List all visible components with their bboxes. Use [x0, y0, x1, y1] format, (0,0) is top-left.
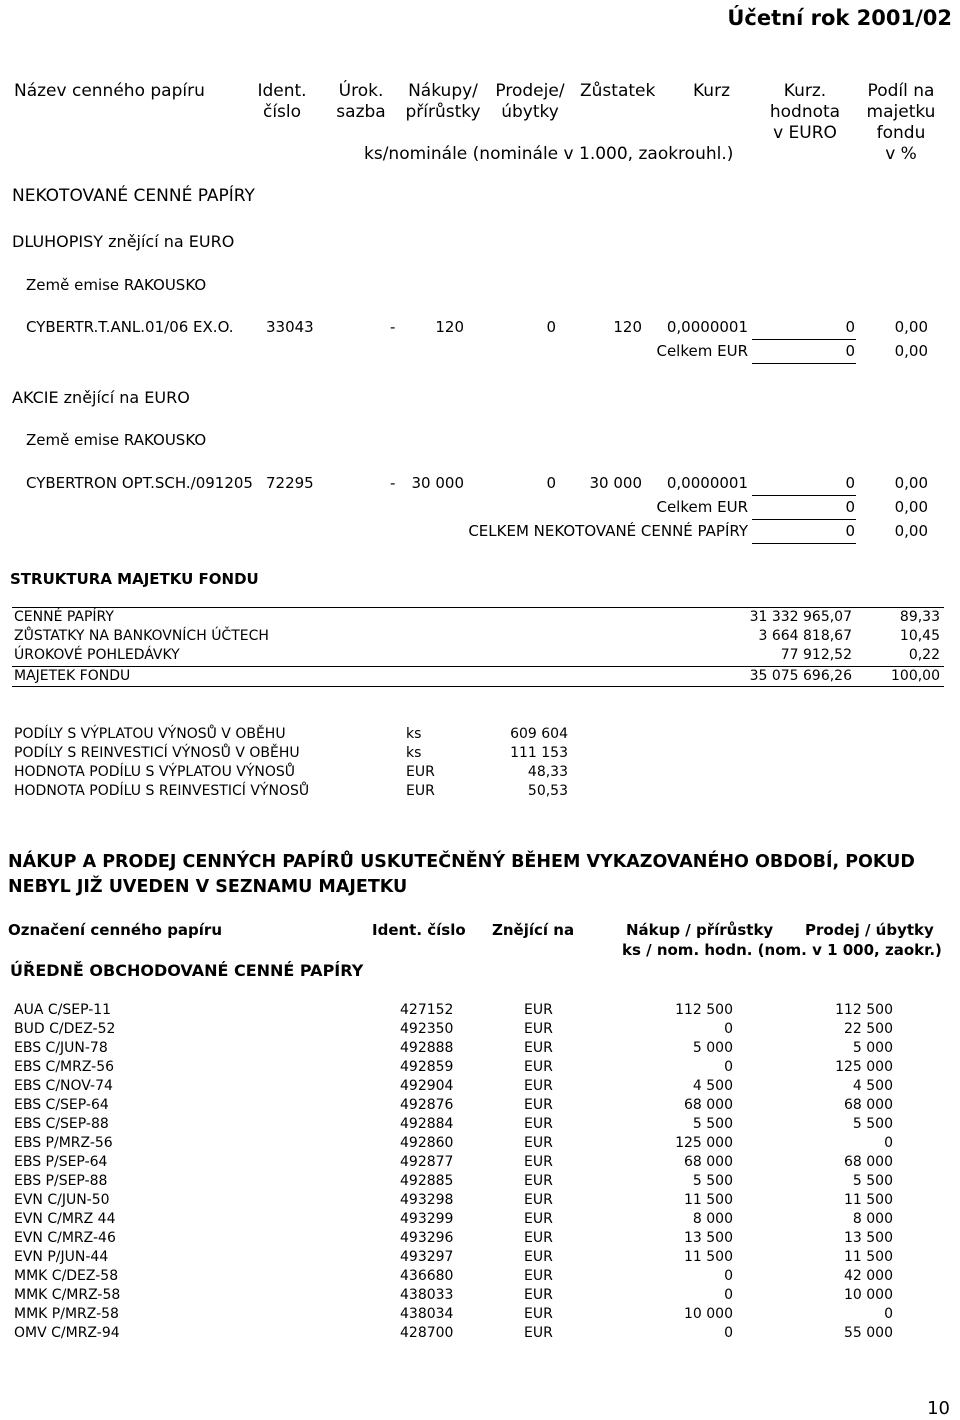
cell-ident: 492888	[400, 1040, 454, 1056]
cell-currency: EUR	[524, 1325, 553, 1341]
bond-zustatek: 120	[613, 318, 642, 336]
bond-name: CYBERTR.T.ANL.01/06 EX.O.	[26, 318, 234, 336]
col-buy-header: Nákup / přírůstky	[626, 921, 774, 939]
share-total-podil: 0,00	[894, 498, 928, 516]
cell-sell: 42 000	[844, 1268, 893, 1284]
header-podil: Podíl na majetku fondu v %	[866, 81, 936, 164]
share-total-label: Celkem EUR	[656, 498, 748, 516]
cell-sell: 55 000	[844, 1325, 893, 1341]
cell-name: EBS P/SEP-88	[14, 1173, 108, 1189]
section-dluhopisy: DLUHOPISY znějící na EURO	[12, 232, 235, 251]
cell-ident: 427152	[400, 1002, 454, 1018]
cell-currency: EUR	[524, 1059, 553, 1075]
cell-currency: EUR	[524, 1230, 553, 1246]
cell-ident: 492876	[400, 1097, 454, 1113]
cell-name: MMK C/MRZ-58	[14, 1287, 121, 1303]
bond-kurz: 0,0000001	[666, 318, 748, 336]
cell-sell: 10 000	[844, 1287, 893, 1303]
section-zeme-1: Země emise RAKOUSKO	[26, 276, 207, 294]
cell-sell: 125 000	[835, 1059, 893, 1075]
cell-buy: 8 000	[692, 1211, 733, 1227]
header-name: Název cenného papíru	[14, 81, 205, 101]
page-title: Účetní rok 2001/02	[727, 6, 952, 30]
cell-buy: 68 000	[684, 1097, 733, 1113]
cell-ident: 492860	[400, 1135, 454, 1151]
cell-buy: 0	[724, 1021, 733, 1037]
cell-currency: EUR	[524, 1306, 553, 1322]
col-name-header: Označení cenného papíru	[8, 921, 223, 939]
cell-currency: EUR	[524, 1287, 553, 1303]
grand-total-hodnota: 0	[845, 522, 855, 540]
divider	[12, 686, 944, 687]
cell-currency: EUR	[524, 1192, 553, 1208]
bond-hodnota: 0	[845, 318, 855, 336]
cell-sell: 13 500	[844, 1230, 893, 1246]
cell-currency: EUR	[524, 1211, 553, 1227]
divider	[12, 666, 944, 667]
cell-sell: 5 000	[852, 1040, 893, 1056]
bond-podil: 0,00	[894, 318, 928, 336]
share-prodeje: 0	[546, 474, 556, 492]
cell-buy: 0	[724, 1287, 733, 1303]
cell-name: EBS P/SEP-64	[14, 1154, 108, 1170]
section-nekotovane: NEKOTOVANÉ CENNÉ PAPÍRY	[12, 186, 255, 206]
cell-name: OMV C/MRZ-94	[14, 1325, 120, 1341]
cell-sell: 11 500	[844, 1192, 893, 1208]
cell-ident: 493297	[400, 1249, 454, 1265]
cell-sell: 11 500	[844, 1249, 893, 1265]
cell-ident: 436680	[400, 1268, 454, 1284]
header-zustatek: Zůstatek	[580, 81, 656, 101]
cell-ident: 492859	[400, 1059, 454, 1075]
cell-currency: EUR	[524, 1002, 553, 1018]
share-nakupy: 30 000	[411, 474, 464, 492]
cell-name: EVN C/MRZ-46	[14, 1230, 116, 1246]
cell-name: EBS C/SEP-88	[14, 1116, 109, 1132]
col-sell-header: Prodej / úbytky	[805, 921, 934, 939]
divider	[752, 543, 856, 544]
cell-currency: EUR	[524, 1116, 553, 1132]
share-kurz: 0,0000001	[666, 474, 748, 492]
cell-name: BUD C/DEZ-52	[14, 1021, 116, 1037]
cell-buy: 5 000	[692, 1040, 733, 1056]
cell-currency: EUR	[524, 1249, 553, 1265]
nakup-title: NÁKUP A PRODEJ CENNÝCH PAPÍRŮ USKUTEČNĚNÝ BĚHEM VYKAZOVANÉHO OBDOBÍ, POKUD NEBYL JIŽ UVEDEN V SEZNAMU MAJETKU	[8, 852, 915, 897]
cell-sell: 5 500	[852, 1116, 893, 1132]
cell-currency: EUR	[524, 1021, 553, 1037]
cell-buy: 0	[724, 1059, 733, 1075]
cell-ident: 493296	[400, 1230, 454, 1246]
cell-buy: 68 000	[684, 1154, 733, 1170]
bond-total-podil: 0,00	[894, 342, 928, 360]
header-ident: Ident. číslo	[257, 81, 307, 122]
page-number: 10	[927, 1398, 950, 1419]
cell-buy: 5 500	[692, 1116, 733, 1132]
divider	[12, 607, 944, 608]
cell-buy: 4 500	[692, 1078, 733, 1094]
cell-currency: EUR	[524, 1040, 553, 1056]
grand-total-podil: 0,00	[894, 522, 928, 540]
header-prodeje: Prodeje/ úbytky	[495, 81, 565, 122]
cell-ident: 492885	[400, 1173, 454, 1189]
cell-currency: EUR	[524, 1173, 553, 1189]
share-name: CYBERTRON OPT.SCH./091205	[26, 474, 253, 492]
cell-buy: 0	[724, 1325, 733, 1341]
cell-sell: 112 500	[835, 1002, 893, 1018]
cell-ident: 492350	[400, 1021, 454, 1037]
divider	[752, 339, 856, 340]
cell-sell: 22 500	[844, 1021, 893, 1037]
bond-urok: -	[390, 318, 396, 336]
share-hodnota: 0	[845, 474, 855, 492]
col-ident-header: Ident. číslo	[372, 921, 466, 939]
cell-currency: EUR	[524, 1268, 553, 1284]
cell-buy: 11 500	[684, 1192, 733, 1208]
cell-buy: 11 500	[684, 1249, 733, 1265]
cell-ident: 438033	[400, 1287, 454, 1303]
cell-ident: 428700	[400, 1325, 454, 1341]
cell-ident: 493298	[400, 1192, 454, 1208]
cell-name: EVN P/JUN-44	[14, 1249, 109, 1265]
bond-prodeje: 0	[546, 318, 556, 336]
struktura-title: STRUKTURA MAJETKU FONDU	[10, 570, 259, 588]
cell-sell: 68 000	[844, 1097, 893, 1113]
header-nakupy: Nákupy/ přírůstky	[405, 81, 481, 122]
cell-ident: 492884	[400, 1116, 454, 1132]
cell-ident: 493299	[400, 1211, 454, 1227]
cell-ident: 492877	[400, 1154, 454, 1170]
header-units: ks/nominále (nominále v 1.000, zaokrouhl.)	[364, 144, 734, 164]
cell-name: EBS C/NOV-74	[14, 1078, 113, 1094]
cell-name: AUA C/SEP-11	[14, 1002, 112, 1018]
cell-name: EVN C/JUN-50	[14, 1192, 110, 1208]
nakup-units: ks / nom. hodn. (nom. v 1 000, zaokr.)	[622, 941, 942, 959]
col-currency-header: Znějící na	[492, 921, 575, 939]
cell-buy: 125 000	[675, 1135, 733, 1151]
cell-sell: 0	[884, 1306, 893, 1322]
cell-sell: 8 000	[852, 1211, 893, 1227]
cell-buy: 5 500	[692, 1173, 733, 1189]
cell-buy: 0	[724, 1268, 733, 1284]
divider	[752, 363, 856, 364]
cell-ident: 492904	[400, 1078, 454, 1094]
share-total-hodnota: 0	[845, 498, 855, 516]
cell-currency: EUR	[524, 1135, 553, 1151]
cell-name: EBS P/MRZ-56	[14, 1135, 113, 1151]
bond-nakupy: 120	[435, 318, 464, 336]
cell-currency: EUR	[524, 1154, 553, 1170]
cell-sell: 68 000	[844, 1154, 893, 1170]
grand-total-label: CELKEM NEKOTOVANÉ CENNÉ PAPÍRY	[468, 522, 748, 540]
section-akcie: AKCIE znějící na EURO	[12, 388, 190, 407]
cell-currency: EUR	[524, 1078, 553, 1094]
divider	[752, 495, 856, 496]
cell-currency: EUR	[524, 1097, 553, 1113]
cell-ident: 438034	[400, 1306, 454, 1322]
cell-buy: 13 500	[684, 1230, 733, 1246]
header-kurz: Kurz	[693, 81, 730, 101]
cell-name: EBS C/JUN-78	[14, 1040, 108, 1056]
cell-name: EVN C/MRZ 44	[14, 1211, 116, 1227]
cell-sell: 5 500	[852, 1173, 893, 1189]
header-urok: Úrok. sazba	[336, 81, 386, 122]
section-zeme-2: Země emise RAKOUSKO	[26, 431, 207, 449]
share-podil: 0,00	[894, 474, 928, 492]
cell-name: EBS C/SEP-64	[14, 1097, 109, 1113]
bond-ident: 33043	[266, 318, 314, 336]
bond-total-hodnota: 0	[845, 342, 855, 360]
share-urok: -	[390, 474, 396, 492]
cell-sell: 0	[884, 1135, 893, 1151]
cell-buy: 10 000	[684, 1306, 733, 1322]
header-kurz-hodnota: Kurz. hodnota v EURO	[769, 81, 841, 143]
bond-total-label: Celkem EUR	[656, 342, 748, 360]
cell-name: MMK C/DEZ-58	[14, 1268, 119, 1284]
cell-sell: 4 500	[852, 1078, 893, 1094]
share-ident: 72295	[266, 474, 314, 492]
nakup-subsection: ÚŘEDNĚ OBCHODOVANÉ CENNÉ PAPÍRY	[10, 961, 364, 980]
divider	[752, 519, 856, 520]
cell-buy: 112 500	[675, 1002, 733, 1018]
cell-name: MMK P/MRZ-58	[14, 1306, 119, 1322]
share-zustatek: 30 000	[589, 474, 642, 492]
cell-name: EBS C/MRZ-56	[14, 1059, 115, 1075]
